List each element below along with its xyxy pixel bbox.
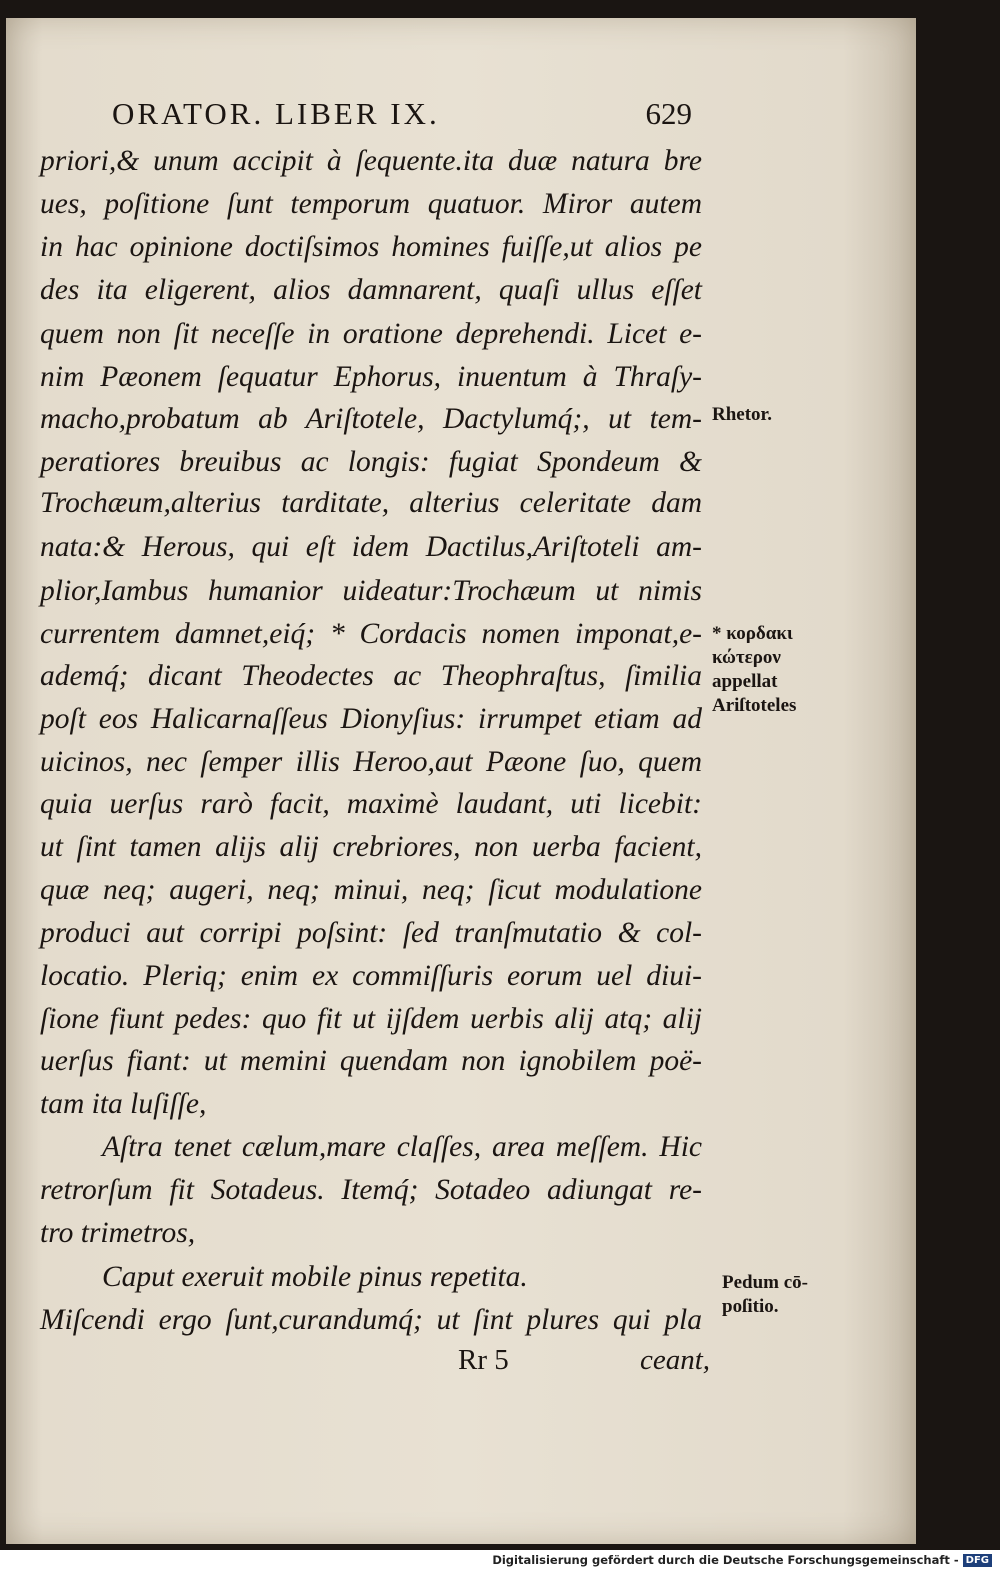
text-line: currentem damnet,eiq́; * Cordacis nomen imponat,e- — [40, 618, 702, 650]
text-line: Miſcendi ergo ſunt,curandumq́; ut ſint plures qui pla — [40, 1304, 702, 1336]
text-line: ues, poſitione ſunt temporum quatuor. Miror autem — [40, 188, 702, 220]
text-line: nata:& Herous, qui eſt idem Dactilus,Ariſtoteli am- — [40, 531, 702, 563]
text-line: locatio. Pleriq; enim ex commiſſuris eorum uel diui- — [40, 960, 702, 992]
text-line: poſt eos Halicarnaſſeus Dionyſius: irrumpet etiam ad — [40, 703, 702, 735]
text-line: uerſus fiant: ut memini quendam non ignobilem poë- — [40, 1045, 702, 1077]
margin-note: Ariſtoteles — [712, 695, 797, 716]
text-line: des ita eligerent, alios damnarent, quaſi ullus eſſet — [40, 274, 702, 306]
margin-note: κώτερον — [712, 647, 781, 668]
running-header — [112, 96, 692, 132]
text-line: nim Pæonem ſequatur Ephorus, inuentum à Thraſy- — [40, 361, 702, 393]
text-line: quia uerſus rarò facit, maximè laudant, uti licebit: — [40, 788, 702, 820]
text-line: ut ſint tamen alijs alij crebriores, non uerba facient, — [40, 831, 702, 863]
margin-note: appellat — [712, 671, 778, 692]
margin-note: * κορδακι — [712, 623, 793, 644]
text-line: quæ neq; augeri, neq; minui, neq; ſicut modulatione — [40, 874, 702, 906]
text-line: uicinos, nec ſemper illis Heroo,aut Pæone ſuo, quem — [40, 746, 702, 778]
signature-mark: Rr 5 — [458, 1344, 509, 1376]
text-line: ademq́; dicant Theodectes ac Theophraſtus, ſimilia — [40, 660, 702, 692]
text-line: plior,Iambus humanior uideatur:Trochæum ut nimis — [40, 575, 702, 607]
margin-note: poſitio. — [722, 1296, 779, 1317]
text-line: retrorſum fit Sotadeus. Itemq́; Sotadeo adiungat re- — [40, 1174, 702, 1206]
text-line: tam ita luſiſſe, — [40, 1088, 207, 1120]
text-line: tro trimetros, — [40, 1217, 196, 1249]
dfg-logo: DFG — [963, 1554, 992, 1567]
text-line: in hac opinione doctiſsimos homines fuiſſe,ut alios pe — [40, 231, 702, 263]
text-line: Caput exeruit mobile pinus repetita. — [102, 1261, 528, 1293]
text-line: Trochæum,alterius tarditate, alterius celeritate dam — [40, 487, 702, 519]
footer-text: Digitalisierung gefördert durch die Deutsche Forschungsgemeinschaft - — [492, 1553, 959, 1567]
text-line: produci aut corripi poſsint: ſed tranſmutatio & col- — [40, 917, 702, 949]
text-line: peratiores breuibus ac longis: fugiat Spondeum & — [40, 446, 702, 478]
footer — [492, 1553, 992, 1567]
page-number: 629 — [645, 96, 692, 131]
text-line: ſione fiunt pedes: quo fit ut ijſdem uerbis alij atq; alij — [40, 1003, 702, 1035]
catchword: ceant, — [640, 1344, 711, 1376]
running-title: ORATOR. LIBER IX. — [112, 96, 440, 131]
text-line: priori,& unum accipit à ſequente.ita duæ natura bre — [40, 145, 702, 177]
margin-note: Pedum cō- — [722, 1272, 809, 1293]
text-line: macho,probatum ab Ariſtotele, Dactylumq́;, ut tem- — [40, 403, 702, 435]
text-line: quem non ſit neceſſe in oratione deprehendi. Licet e- — [40, 318, 702, 350]
text-line: Aſtra tenet cælum,mare claſſes, area meſſem. Hic — [102, 1131, 702, 1163]
margin-note: Rhetor. — [712, 404, 772, 425]
